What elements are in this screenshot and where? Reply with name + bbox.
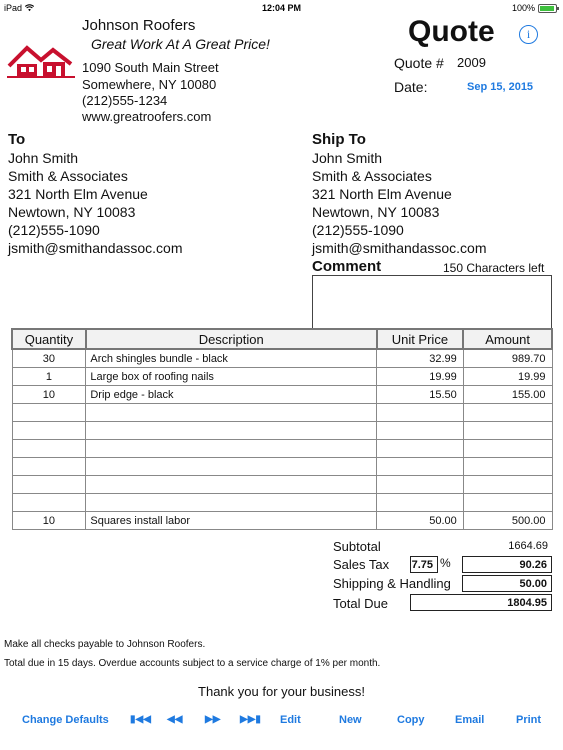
company-address-line2: Somewhere, NY 10080 xyxy=(82,77,217,92)
change-defaults-button[interactable]: Change Defaults xyxy=(22,714,109,726)
clock: 12:04 PM xyxy=(261,3,302,13)
battery-status: 100% xyxy=(512,3,557,13)
cell-quantity[interactable] xyxy=(12,404,86,422)
cell-quantity[interactable]: 1 xyxy=(12,368,86,386)
next-record-icon[interactable]: ▶▶ xyxy=(205,714,221,725)
carrier-label: iPad xyxy=(4,3,34,13)
ship-to-phone: (212)555-1090 xyxy=(312,222,404,238)
table-row[interactable] xyxy=(12,404,552,422)
cell-unit-price[interactable] xyxy=(377,404,464,422)
ship-to-city: Newtown, NY 10083 xyxy=(312,204,440,220)
cell-quantity[interactable] xyxy=(12,494,86,512)
cell-unit-price[interactable]: 50.00 xyxy=(377,512,464,530)
cell-quantity[interactable]: 10 xyxy=(12,386,86,404)
header-description: Description xyxy=(86,329,377,349)
cell-amount xyxy=(463,404,552,422)
cell-amount xyxy=(463,494,552,512)
characters-left-counter: 150 Characters left xyxy=(443,261,545,275)
cell-amount: 989.70 xyxy=(463,349,552,368)
cell-unit-price[interactable]: 19.99 xyxy=(377,368,464,386)
new-button[interactable]: New xyxy=(339,714,362,726)
sales-tax-value: 90.26 xyxy=(462,556,552,573)
company-name: Johnson Roofers xyxy=(82,17,196,34)
ship-to-heading: Ship To xyxy=(312,131,366,148)
bill-to-street: 321 North Elm Avenue xyxy=(8,186,148,202)
cell-amount: 19.99 xyxy=(463,368,552,386)
comment-label: Comment xyxy=(312,258,382,275)
subtotal-label: Subtotal xyxy=(333,539,381,554)
table-row[interactable] xyxy=(12,476,552,494)
cell-description[interactable] xyxy=(86,476,377,494)
cell-amount xyxy=(463,422,552,440)
cell-quantity[interactable]: 30 xyxy=(12,349,86,368)
cell-description[interactable] xyxy=(86,458,377,476)
cell-unit-price[interactable]: 15.50 xyxy=(377,386,464,404)
cell-description[interactable]: Arch shingles bundle - black xyxy=(86,349,377,368)
total-due-label: Total Due xyxy=(333,596,388,611)
subtotal-value: 1664.69 xyxy=(508,540,548,552)
ship-to-company: Smith & Associates xyxy=(312,168,432,184)
cell-unit-price[interactable] xyxy=(377,494,464,512)
cell-amount xyxy=(463,458,552,476)
company-slogan: Great Work At A Great Price! xyxy=(91,36,270,52)
cell-unit-price[interactable] xyxy=(377,458,464,476)
ship-to-name: John Smith xyxy=(312,150,383,166)
cell-quantity[interactable]: 10 xyxy=(12,512,86,530)
company-address-line1: 1090 South Main Street xyxy=(82,60,219,75)
battery-icon xyxy=(538,4,557,13)
total-due-value: 1804.95 xyxy=(410,594,552,611)
cell-quantity[interactable] xyxy=(12,422,86,440)
quote-title: Quote xyxy=(408,15,495,48)
print-button[interactable]: Print xyxy=(516,714,542,726)
bill-to-email: jsmith@smithandassoc.com xyxy=(8,240,183,256)
ship-to-street: 321 North Elm Avenue xyxy=(312,186,452,202)
cell-unit-price[interactable] xyxy=(377,476,464,494)
cell-description[interactable] xyxy=(86,422,377,440)
cell-unit-price[interactable]: 32.99 xyxy=(377,349,464,368)
thank-you-note[interactable]: Thank you for your business! xyxy=(198,684,365,699)
cell-amount: 500.00 xyxy=(463,512,552,530)
cell-amount xyxy=(463,440,552,458)
cell-quantity[interactable] xyxy=(12,476,86,494)
cell-description[interactable] xyxy=(86,494,377,512)
quote-number-field[interactable]: 2009 xyxy=(457,55,486,70)
table-row[interactable] xyxy=(12,422,552,440)
header-quantity: Quantity xyxy=(12,329,86,349)
header-amount: Amount xyxy=(463,329,552,349)
company-website: www.greatroofers.com xyxy=(82,109,212,124)
comment-textarea[interactable] xyxy=(312,275,552,330)
table-header-row xyxy=(12,329,552,349)
table-row[interactable] xyxy=(12,349,552,368)
terms-note[interactable]: Total due in 15 days. Overdue accounts subject to a service charge of 1% per month. xyxy=(4,658,381,669)
table-row[interactable] xyxy=(12,386,552,404)
shipping-label: Shipping & Handling xyxy=(333,576,451,591)
bottom-toolbar xyxy=(0,714,563,734)
cell-quantity[interactable] xyxy=(12,440,86,458)
table-row[interactable] xyxy=(12,494,552,512)
bill-to-address[interactable] xyxy=(8,150,183,258)
info-icon[interactable]: i xyxy=(519,25,538,44)
payable-note[interactable]: Make all checks payable to Johnson Roofers. xyxy=(4,639,206,650)
first-record-icon[interactable]: ▮◀◀ xyxy=(130,714,151,725)
bill-to-name: John Smith xyxy=(8,150,79,166)
email-button[interactable]: Email xyxy=(455,714,485,726)
table-row[interactable] xyxy=(12,368,552,386)
bill-to-heading: To xyxy=(8,131,26,148)
shipping-field[interactable]: 50.00 xyxy=(462,575,552,592)
last-record-icon[interactable]: ▶▶▮ xyxy=(240,714,261,725)
header-unit-price: Unit Price xyxy=(377,329,464,349)
ship-to-address[interactable] xyxy=(312,150,487,258)
bill-to-city: Newtown, NY 10083 xyxy=(8,204,136,220)
percent-sign: % xyxy=(440,556,451,570)
edit-button[interactable]: Edit xyxy=(280,714,301,726)
table-row[interactable] xyxy=(12,440,552,458)
sales-tax-label: Sales Tax xyxy=(333,557,390,572)
cell-description[interactable] xyxy=(86,404,377,422)
ship-to-email: jsmith@smithandassoc.com xyxy=(312,240,487,256)
cell-description[interactable] xyxy=(86,440,377,458)
date-picker[interactable]: Sep 15, 2015 xyxy=(467,81,534,93)
previous-record-icon[interactable]: ◀◀ xyxy=(167,714,183,725)
cell-amount: 155.00 xyxy=(463,386,552,404)
bill-to-phone: (212)555-1090 xyxy=(8,222,100,238)
tax-rate-field[interactable]: 7.75 xyxy=(410,556,438,573)
bill-to-company: Smith & Associates xyxy=(8,168,128,184)
cell-unit-price[interactable] xyxy=(377,440,464,458)
cell-description[interactable]: Drip edge - black xyxy=(86,386,377,404)
table-row[interactable] xyxy=(12,458,552,476)
status-bar xyxy=(0,0,563,16)
cell-description[interactable]: Squares install labor xyxy=(86,512,377,530)
quote-number-label: Quote # xyxy=(394,55,444,71)
house-logo-icon xyxy=(7,44,75,78)
cell-quantity[interactable] xyxy=(12,458,86,476)
date-label: Date: xyxy=(394,79,428,95)
cell-description[interactable]: Large box of roofing nails xyxy=(86,368,377,386)
company-phone: (212)555-1234 xyxy=(82,93,168,108)
copy-button[interactable]: Copy xyxy=(397,714,425,726)
table-row[interactable] xyxy=(12,512,552,530)
line-items-table xyxy=(11,328,553,530)
cell-unit-price[interactable] xyxy=(377,422,464,440)
cell-amount xyxy=(463,476,552,494)
